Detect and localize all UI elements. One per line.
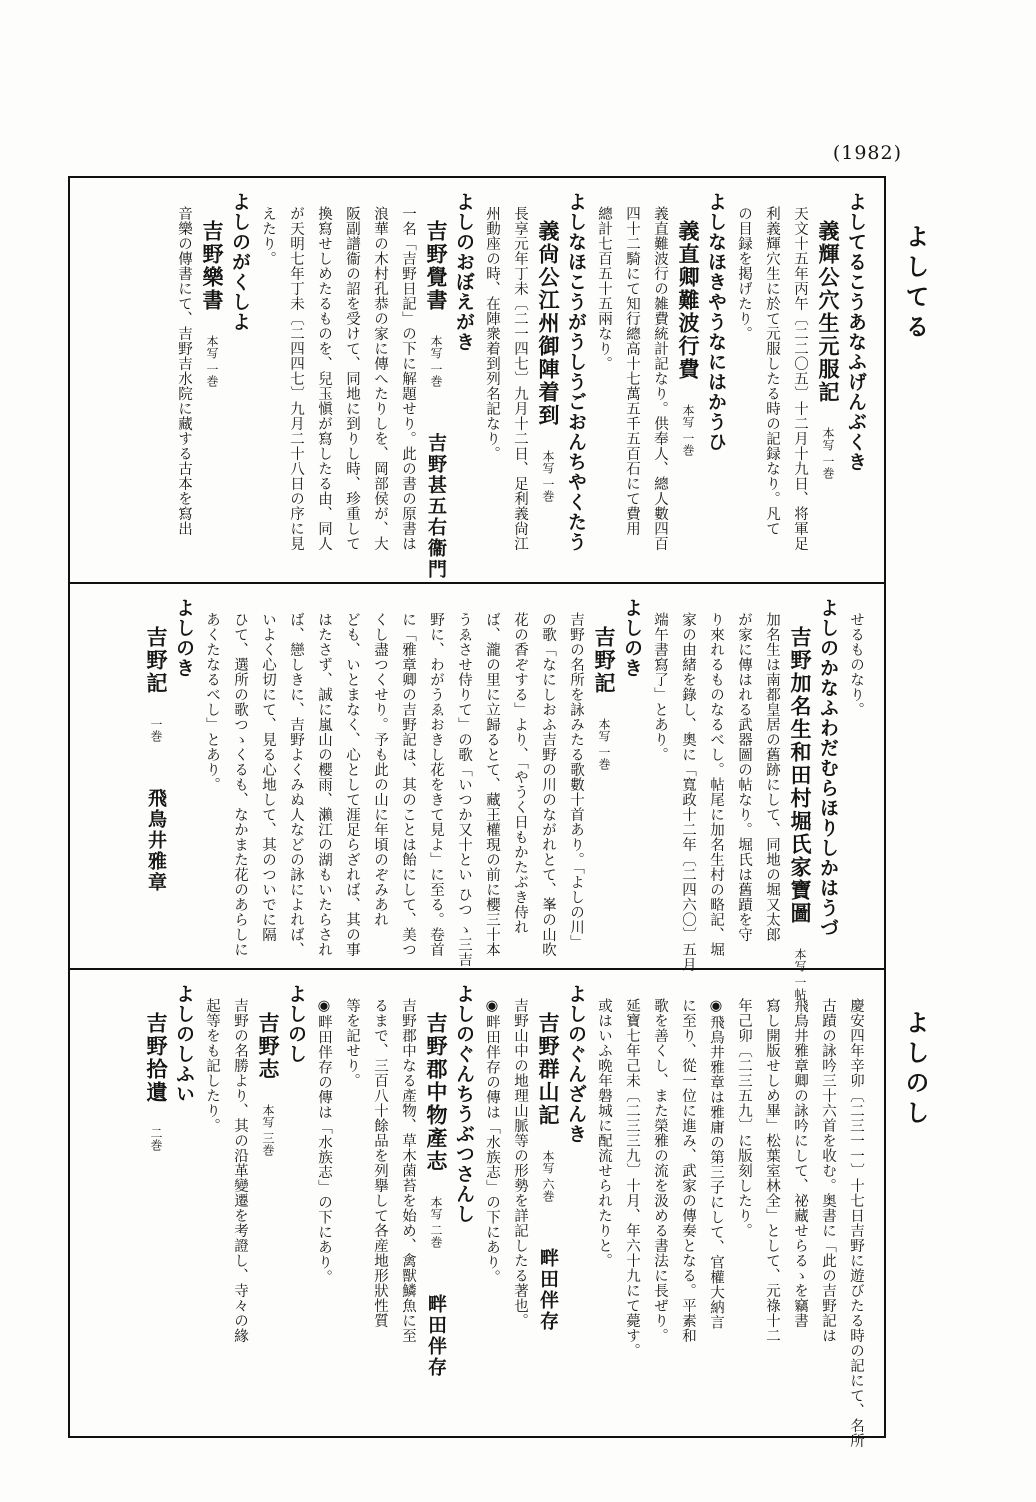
entry-body-line: 延寶七年己未〔二三三九〕十月、年六十九にて薨す。 (624, 998, 640, 1358)
band-top (70, 178, 884, 582)
entry-title-line (422, 192, 450, 582)
entry-body-line: ◉畔田伴存の傳は「水族志」の下にあり。 (484, 998, 500, 1285)
entry-body-line: ◉飛鳥井雅章は雅庸の第三子にして、官權大納言 (708, 998, 724, 1330)
entry-heading: よしのがくしよ (229, 192, 251, 332)
entry-title-line (422, 984, 450, 1436)
entry-heading: よしのき (173, 598, 195, 678)
running-head-bottom: よしのし (901, 1010, 930, 1130)
entry-body-line: 吉野山中の地理山脈等の形勢を詳記したる著也。 (512, 998, 528, 1328)
entry-body-line: 飛鳥井雅章卿の詠吟にして、祕藏せらるゝを竊書 (792, 998, 808, 1328)
entry-body-line: ば、戀しきに、吉野よくみぬ人などの詠によれば、 (288, 612, 304, 957)
entry-meta: 本写 二巻 (429, 1196, 443, 1248)
entry-meta: 本写 一巻 (597, 718, 611, 770)
entry-body-line: 吉野の名勝より、其の沿革變遷を考證し、寺々の緣 (232, 998, 248, 1343)
entry-meta: 本写 三巻 (261, 1104, 275, 1156)
entry-title: 義直卿難波行費 (676, 220, 701, 381)
entry-body-line: 歌を善くし、また榮雅の流を汲める書法に長ぜり。 (652, 998, 668, 1343)
entry-body-line: の歌「なにしおふ吉野の川のながれとて、峯の山吹 (540, 612, 556, 957)
entry-title: 吉野記 (592, 626, 617, 695)
entry-heading: よしのし (285, 984, 307, 1064)
entry-body-line: が家に傳はれる武器圖の帖なり。堀氏は舊蹟を守 (736, 612, 752, 942)
entry-title-line (674, 192, 702, 582)
entry-heading: よしのおぼえがき (453, 192, 475, 352)
entry-title-line (142, 598, 170, 968)
entry-heading: よしのかなふわだむらほりしかはうづ (817, 598, 839, 938)
entry-body-line: 寫し開版せしめ畢」松葉室林全」として、元祿十二 (764, 998, 780, 1343)
entry-heading: よしのき (621, 598, 643, 678)
entry-title: 吉野記 (144, 626, 169, 695)
entry-body-line: ば、瀧の里に立歸るとて、藏王權現の前に櫻三十本 (484, 612, 500, 957)
entry-title: 吉野志 (256, 1012, 281, 1081)
entry-body-line: ども、いとまなく、心として涯足らざれば、其の事 (344, 612, 360, 957)
entry-body-line: 一名「吉野日記」の下に解題せり。此の書の原書は (400, 206, 416, 551)
entry-body-line: の目録を掲げたり。 (736, 206, 752, 341)
entry-author: 吉野甚五右衞門 (425, 432, 447, 580)
entry-meta: 本写 一巻 (681, 404, 695, 456)
entry-title-line (814, 192, 842, 582)
entry-body-line: るまで、三百八十餘品を列擧して各産地形狀性質 (372, 998, 388, 1328)
entry-body-line: 浪華の木村孔恭の家に傳へたりしを、岡部侯が、大 (372, 206, 388, 551)
entry-body-line: 天文十五年丙午〔二二〇五〕十二月十九日、将軍足 (792, 206, 808, 551)
entry-heading: よしてるこうあなふげんぶくき (845, 192, 867, 472)
entry-title-line (254, 984, 282, 1436)
entry-title: 吉野群山記 (536, 1012, 561, 1127)
entry-body-line: あくたなるべし」とあり。 (204, 612, 220, 792)
entry-title-line (786, 598, 814, 1000)
entry-body-line: ◉畔田伴存の傳は「水族志」の下にあり。 (316, 998, 332, 1285)
entry-meta: 本写 六巻 (541, 1150, 555, 1202)
entry-title-line (534, 984, 562, 1436)
entry-title: 吉野加名生和田村堀氏家寶圖 (788, 626, 813, 925)
entry-author: 飛鳥井雅章 (145, 788, 167, 893)
entry-author: 畔田伴存 (425, 1293, 447, 1378)
entry-body-line: 長享元年丁未〔二一四七〕九月十二日、足利義尙江 (512, 206, 528, 551)
entry-author: 畔田伴存 (537, 1247, 559, 1332)
entry-meta: 本写 一巻 (821, 427, 835, 479)
entry-body-line: せるものなり。 (848, 612, 864, 717)
entry-meta: 二巻 (149, 1127, 163, 1151)
entry-body-line: 加名生は南都皇居の舊跡にして、同地の堀又太郎 (764, 612, 780, 942)
entry-body-line: くし盡つくせり。予も此の山に年頃のぞみあれ (372, 612, 388, 927)
entry-body-line: 換寫せしめたるものを、兒玉愼が寫したる由、同人 (316, 206, 332, 551)
entry-meta: 本写 一巻 (541, 450, 555, 502)
entry-title: 義輝公穴生元服記 (816, 220, 841, 404)
entry-body-line: り來れるものなるべし。帖尾に加名生村の略記、堀 (708, 612, 724, 957)
entry-title: 吉野拾遺 (144, 1012, 169, 1104)
entry-body-line: 阪副譜衞の詔を受けて、同地に到りし時、珍重して (344, 206, 360, 551)
entry-body-line: 古蹟の詠吟三十六首を收む。奥書に「此の吉野記は (820, 998, 836, 1343)
entry-body-line: 慶安四年辛卯〔二三一一〕十七日吉野に遊びたる時の記にて、名所 (848, 998, 864, 1448)
entry-heading: よしのぐんざんき (565, 984, 587, 1144)
band-middle (70, 582, 884, 1000)
entry-body-line: えたり。 (260, 206, 276, 266)
entry-body-line: 起等をも記したり。 (204, 998, 220, 1133)
entry-title: 吉野覺書 (424, 220, 449, 312)
entry-body-line: 等を記せり。 (344, 998, 360, 1088)
entry-heading: よしなほこうがうしうごおんちやくたう (565, 192, 587, 552)
entry-meta: 本写 一巻 (429, 335, 443, 387)
entry-body-line: 年己卯〔二三五九〕に版刻したり。 (736, 998, 752, 1238)
entry-body-line: 總計七百五十五兩なり。 (596, 206, 612, 371)
entry-body-line: 吉野郡中なる產物、草木菌苔を始め、禽獸鱗魚に至 (400, 998, 416, 1343)
running-head-top: よしてる (901, 224, 930, 344)
entry-title-line (534, 192, 562, 582)
entry-title-line (142, 984, 170, 1436)
entry-body-line: はたさず、誠に嵐山の櫻雨、瀨江の湖もいたらされ (316, 612, 332, 957)
entry-meta: 本写 一帖 (793, 948, 807, 1000)
entry-title-line (198, 192, 226, 582)
entry-body-line: いよく心切にて、見る心地して、其のついでに隔 (260, 612, 276, 942)
entry-body-line: 或はいふ晩年磐城に配流せられたりと。 (596, 998, 612, 1268)
entry-heading: よしのぐんちうぶつさんし (453, 984, 475, 1224)
entry-body-line: うゑさせ侍りて」の歌「いつか又十とい ひつ ゝ三吉 (456, 612, 472, 968)
entry-body-line: 吉野の名所を詠みたる歌數十首あり。「よしの川」 (568, 612, 584, 950)
entry-title-line (590, 598, 618, 968)
band-bottom (70, 968, 884, 1448)
entry-heading: よしのしふい (173, 984, 195, 1104)
entry-body-line: 家の由緒を錄し、奧に「寬政十二年〔二四六〇〕五月 (680, 612, 696, 972)
entry-body-line: ひて、選所の歌つゝくるも、なかまた花のあらしに (232, 612, 248, 957)
entry-body-line: が天明七年丁未〔二四四七〕九月二十八日の序に見 (288, 206, 304, 551)
entry-title: 義尙公江州御陣着到 (536, 220, 561, 427)
entry-body-line: 音樂の傳書にて、吉野吉水院に藏する古本を寫出 (176, 206, 192, 536)
page-number: (1982) (832, 142, 902, 164)
entry-meta: 一巻 (149, 718, 163, 742)
entry-heading: よしなほきやうなにはかうひ (705, 192, 727, 452)
entry-body-line: 義直難波行の雑費統計記なり。供奉人、總人數四百 (652, 206, 668, 551)
entry-title: 吉野樂書 (200, 220, 225, 312)
entry-meta: 本写 一巻 (205, 335, 219, 387)
entry-body-line: 四十二騎にて知行總高十七萬五千五百石にて費用 (624, 206, 640, 536)
entry-title: 吉野郡中物產志 (424, 1012, 449, 1173)
entry-body-line: に「雅章卿の吉野記は、其のことは飴にして、美つ (400, 612, 416, 957)
entry-body-line: 花の香ぞする」より、「やうく日もかたぶき侍れ (512, 612, 528, 935)
entry-body-line: 端午書寫了」とあり。 (652, 612, 668, 762)
entry-body-line: に至り、從一位に進み、武家の傳奏となる。平素和 (680, 998, 696, 1343)
entry-body-line: 州動座の時、在陣衆着到列名記なり。 (484, 206, 500, 461)
dictionary-frame (68, 176, 886, 1448)
entry-body-line: 野に、わがうゑおきし花をきて見よ」に至る。卷首 (428, 612, 444, 957)
entry-body-line: 利義輝穴生に於て元服したる時の記録なり。凡て (764, 206, 780, 536)
